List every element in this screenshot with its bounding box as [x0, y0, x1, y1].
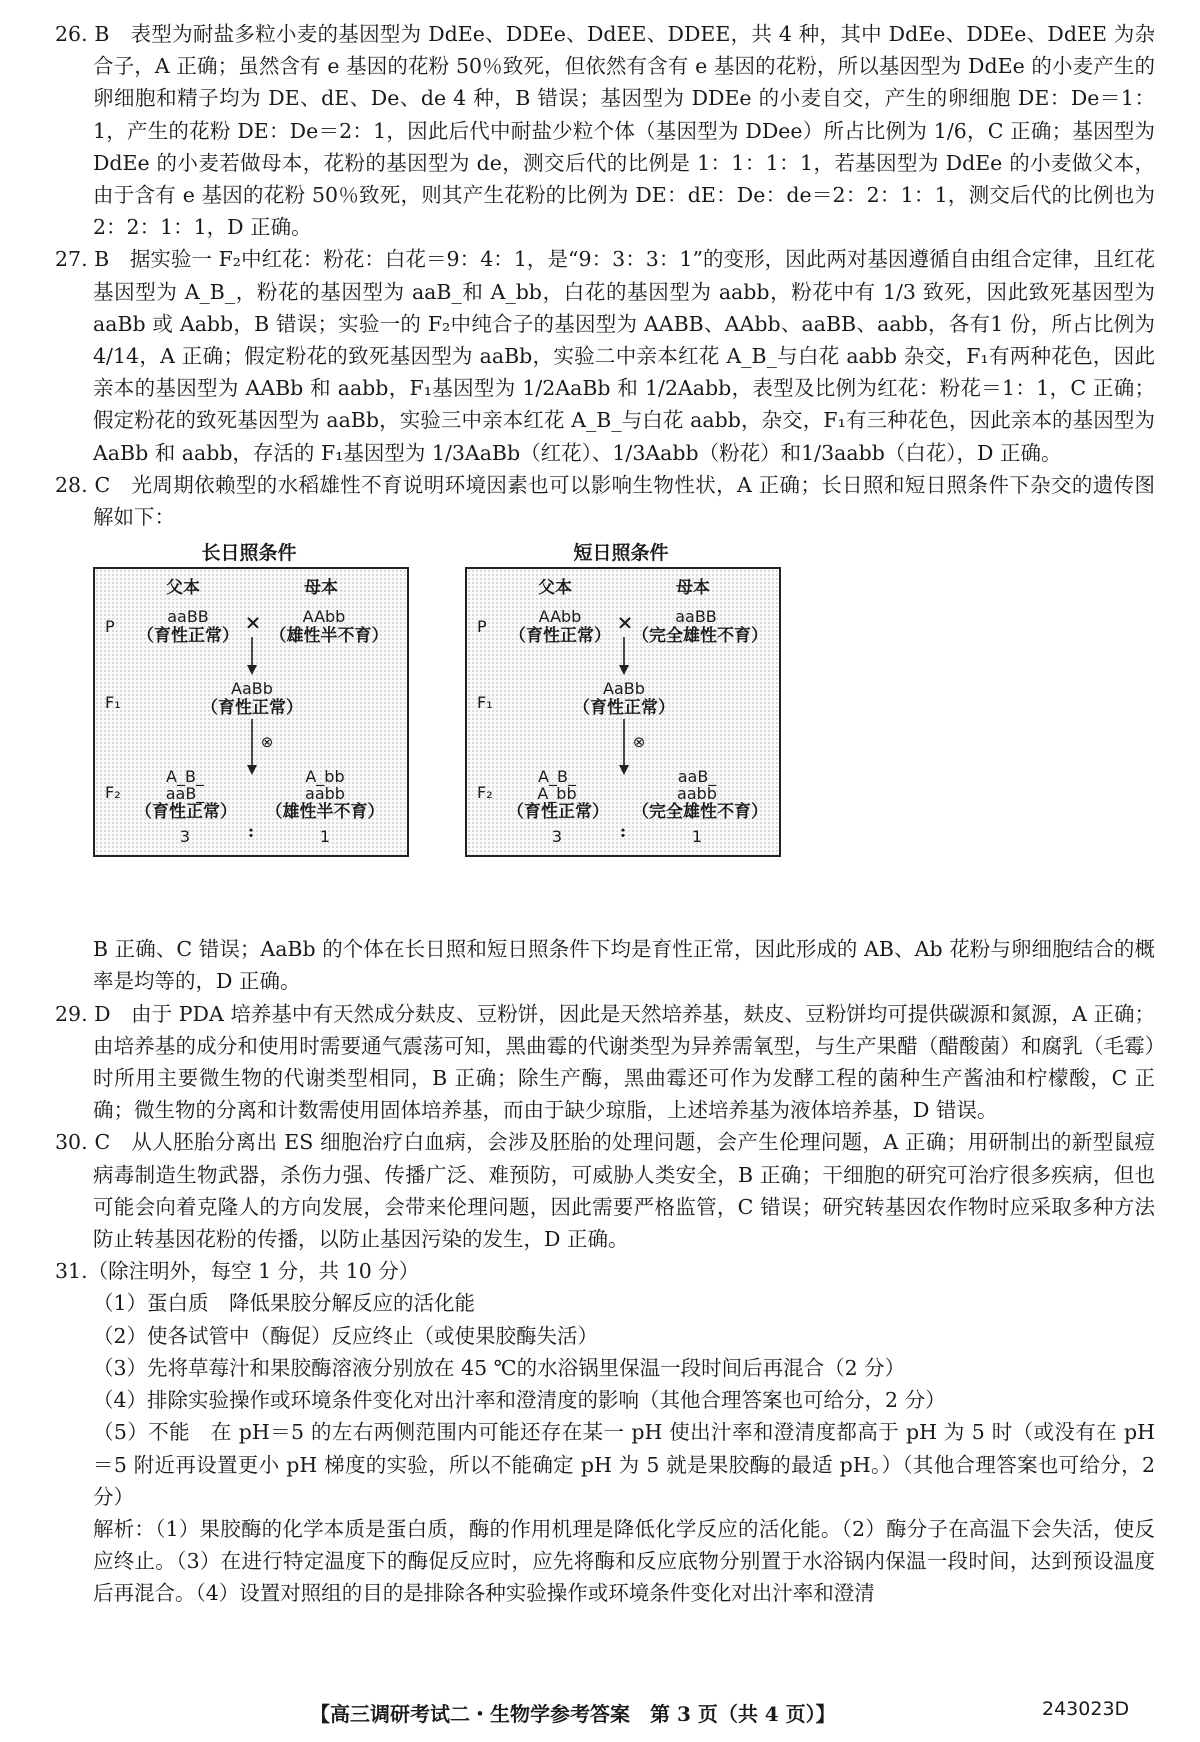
- mother-label: 母本: [304, 578, 338, 599]
- f2-right-genotype-2: aabb: [677, 784, 717, 804]
- question-28: [55, 469, 1155, 998]
- f1-genotype: AaBb: [603, 679, 645, 699]
- f2-right-ratio: 1: [691, 827, 703, 847]
- q26-text: 26. B 表型为耐盐多粒小麦的基因型为 DdEe、DDEe、DdEE、DDEE，共 4 种，其中 DdEe、DDEe、DdEE 为杂合子，A 正确；虽然含有 e 基因的花粉 50％致死，但依然有含有 e 基因的花粉，所以基因型为 DdEe 的小麦产生的卵细胞和精子均为 DE、dE、De、de 4 种，B 错误；基因型为 DDEe 的小麦自交，产生的卵细胞 DE：De＝1：1，产生的花粉 DE：De＝2：1，因此后代中耐盐少粒个体（基因型为 DDee）所占比例为 1/6，C 正确；基因型为 DdEe 的小麦若做母本，花粉的基因型为 de，测交后代的比例是 1：1：1：1，若基因型为 DdEe 的小麦做父本，由于含有 e 基因的花粉 50％致死，则其产生花粉的比例为 DE：dE：De：de＝2：2：1：1，测交后代的比例也为 2：2：1：1，D 正确。: [55, 22, 1155, 240]
- ratio-colon: :: [247, 822, 255, 843]
- q31-item-3: （3）先将草莓汁和果胶酶溶液分别放在 45 ℃的水浴锅里保温一段时间后再混合（2 分）: [93, 1355, 906, 1380]
- q27-text: 27. B 据实验一 F₂中红花：粉花：白花＝9：4：1，是“9：3：3：1”的变形，因此两对基因遵循自由组合定律，且红花基因型为 A_B_，粉花的基因型为 aaB_和 A_bb，白花的基因型为 aabb，粉花中有 1/3 致死，因此致死基因型为 aaBb 或 Aabb，B 错误；实验一的 F₂中纯合子的基因型为 AABB、AAbb、aaBB、aabb，各有1 份，所占比例为 4/14，A 正确；假定粉花的致死基因型为 aaBb，实验二中亲本红花 A_B_与白花 aabb 杂交，F₁有两种花色，因此亲本的基因型为 AABb 和 aabb，F₁基因型为 1/2AaBb 和 1/2Aabb，表型及比例为红花：粉花＝1：1，C 正确；假定粉花的致死基因型为 aaBb，实验三中亲本红花 A_B_与白花 aabb，杂交，F₁有三种花色，因此亲本的基因型为 AaBb 和 aabb，存活的 F₁基因型为 1/3AaBb（红花）、1/3Aabb（粉花）和1/3aabb（白花），D 正确。: [55, 247, 1155, 465]
- q28-after-text: B 正确、C 错误；AaBb 的个体在长日照和短日照条件下均是育性正常，因此形成的 AB、Ab 花粉与卵细胞结合的概率是均等的，D 正确。: [93, 937, 1155, 994]
- f2-left-phenotype: （育性正常）: [135, 802, 237, 823]
- f1-label: F₁: [477, 693, 493, 713]
- f2-right-phenotype: （完全雄性不育）: [632, 802, 768, 823]
- f2-right-phenotype: （雄性半不育）: [265, 802, 385, 823]
- diagram-title: 短日照条件: [573, 542, 669, 565]
- question-30: [55, 1126, 1155, 1255]
- diagram-title: 长日照条件: [201, 542, 297, 565]
- ratio-colon: :: [619, 822, 627, 843]
- p-father-genotype: AAbb: [538, 607, 582, 627]
- q31-head: 31.（除注明外，每空 1 分，共 10 分）: [55, 1259, 420, 1284]
- genetic-diagrams: [93, 533, 1155, 933]
- p-father-phenotype: （育性正常）: [137, 626, 239, 647]
- p-mother-phenotype: （完全雄性不育）: [632, 626, 768, 647]
- f1-label: F₁: [105, 693, 121, 713]
- p-father-phenotype: （育性正常）: [509, 626, 611, 647]
- p-mother-genotype: AAbb: [302, 607, 346, 627]
- father-label: 父本: [538, 578, 572, 599]
- selfing-symbol: ⊗: [260, 733, 274, 752]
- f2-right-genotype-1: aaB_: [677, 767, 717, 787]
- f2-right-genotype-1: A_bb: [305, 767, 345, 787]
- f2-right-genotype-2: aabb: [305, 784, 345, 804]
- cross-symbol: ×: [616, 610, 634, 635]
- q28-text: 28. C 光周期依赖型的水稻雄性不育说明环境因素也可以影响生物性状，A 正确；长日照和短日照条件下杂交的遗传图解如下：: [55, 472, 1155, 530]
- answer-page: [55, 18, 1155, 1610]
- p-father-genotype: aaBB: [167, 607, 209, 627]
- f2-left-genotype-2: aaB_: [165, 784, 205, 804]
- p-mother-genotype: aaBB: [675, 607, 717, 627]
- f2-label: F₂: [477, 783, 493, 803]
- q29-text: 29. D 由于 PDA 培养基中有天然成分麸皮、豆粉饼，因此是天然培养基，麸皮、豆粉饼均可提供碳源和氮源，A 正确；由培养基的成分和使用时需要通气震荡可知，黑曲霉的代谢类型为异养需氧型，与生产果醋（醋酸菌）和腐乳（毛霉）时所用主要微生物的代谢类型相同，B 正确；除生产酶，黑曲霉还可作为发酵工程的菌种生产酱油和柠檬酸，C 正确；微生物的分离和计数需使用固体培养基，而由于缺少琼脂，上述培养基为液体培养基，D 错误。: [55, 1001, 1155, 1123]
- f1-genotype: AaBb: [231, 679, 273, 699]
- q31-item-4: （4）排除实验操作或环境条件变化对出汁率和澄清度的影响（其他合理答案也可给分，2 分）: [93, 1388, 946, 1413]
- question-31: [55, 1255, 1155, 1609]
- mother-label: 母本: [676, 578, 710, 599]
- q31-item-2: （2）使各试管中（酶促）反应终止（或使果胶酶失活）: [93, 1323, 599, 1348]
- question-26: [55, 18, 1155, 243]
- q31-item-5: （5）不能 在 pH＝5 的左右两侧范围内可能还存在某一 pH 使出汁率和澄清度都高于 pH 为 5 时（或没有在 pH＝5 附近再设置更小 pH 梯度的实验，所以不能确定 pH 为 5 就是果胶酶的最适 pH。）（其他合理答案也可给分，2 分）: [93, 1420, 1155, 1509]
- cross-symbol: ×: [244, 610, 262, 635]
- footer-code: 243023D: [1042, 1698, 1130, 1720]
- question-27: [55, 243, 1155, 468]
- p-label: P: [477, 617, 487, 637]
- diagram-box: [465, 567, 781, 857]
- father-label: 父本: [166, 578, 200, 599]
- f1-phenotype: （育性正常）: [573, 698, 675, 719]
- q31-analysis: 解析：（1）果胶酶的化学本质是蛋白质，酶的作用机理是降低化学反应的活化能。（2）酶分子在高温下会失活，使反应终止。（3）在进行特定温度下的酶促反应时，应先将酶和反应底物分别置于水浴锅内保温一段时间，达到预设温度后再混合。（4）设置对照组的目的是排除各种实验操作或环境条件变化对出汁率和澄清: [93, 1516, 1155, 1606]
- diagram-box: [93, 567, 409, 857]
- question-29: [55, 998, 1155, 1127]
- f1-phenotype: （育性正常）: [201, 698, 303, 719]
- f2-left-ratio: 3: [179, 827, 191, 847]
- q30-text: 30. C 从人胚胎分离出 ES 细胞治疗白血病，会涉及胚胎的处理问题，会产生伦理问题，A 正确；用研制出的新型鼠痘病毒制造生物武器，杀伤力强、传播广泛、难预防，可威胁人类安全，B 正确；干细胞的研究可治疗很多疾病，但也可能会向着克隆人的方向发展，会带来伦理问题，因此需要严格监管，C 错误；研究转基因农作物时应采取多种方法防止转基因花粉的传播，以防止基因污染的发生，D 正确。: [55, 1130, 1155, 1252]
- selfing-symbol: ⊗: [632, 733, 646, 752]
- p-label: P: [105, 617, 115, 637]
- f2-left-genotype-2: A_bb: [537, 784, 577, 804]
- f2-left-ratio: 3: [551, 827, 563, 847]
- f2-left-phenotype: （育性正常）: [507, 802, 609, 823]
- footer-title: 【高三调研考试二・生物学参考答案 第 3 页（共 4 页）】: [310, 1702, 836, 1726]
- f2-left-genotype-1: A_B_: [166, 767, 204, 787]
- f2-label: F₂: [105, 783, 121, 803]
- f2-right-ratio: 1: [319, 827, 331, 847]
- p-mother-phenotype: （雄性半不育）: [269, 626, 389, 647]
- f2-left-genotype-1: A_B_: [538, 767, 576, 787]
- q31-item-1: （1）蛋白质 降低果胶分解反应的活化能: [93, 1291, 476, 1316]
